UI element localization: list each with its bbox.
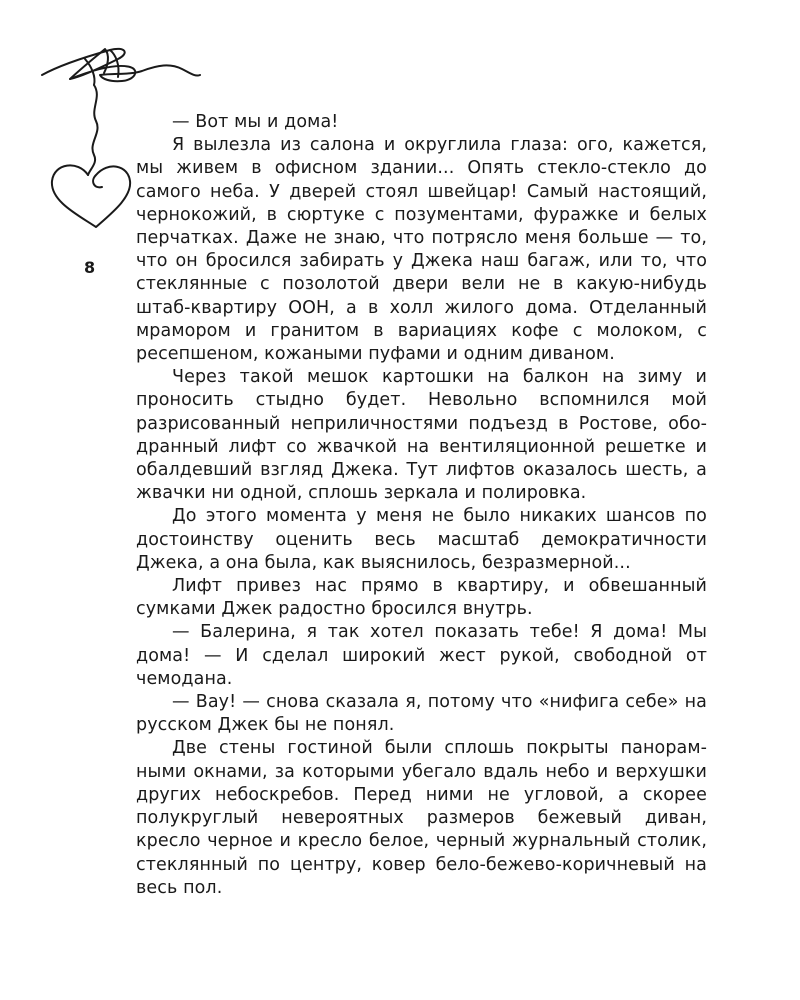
paragraph: Две стены гостиной были сплошь покрыты панорамными окнами, за которыми убегало вдаль небо и верхушки других небоскребов. Перед ними не угловой, а скорее полукруглый невероятных размеров бежевый диван, кресло черное и кресло белое, черный журнальный столик, стеклянный по центру, ковер бело-бежево-коричневый на весь пол.	[136, 738, 707, 898]
paragraph: — Вот мы и дома!	[172, 112, 339, 132]
paragraph: Через такой мешок картошки на балкон на зиму и проносить стыдно будет. Невольно вспомнился мой разрисованный неприличностями подъезд в Ростове, ободранный лифт со жвачкой на вентиляционной решетке и обалдевший взгляд Джека. Тут лифтов оказалось шесть, а жвачки ни одной, сплошь зеркала и полировка.	[136, 367, 707, 504]
paragraph: До этого момента у меня не было никаких шансов по достоинству оценить весь масштаб демократичности Джека, а она была, как выяснилось, безразмерной...	[136, 506, 707, 573]
paragraph: Я вылезла из салона и округлила глаза: ого, кажется, мы живем в офисном здании... Опять стекло-стекло до самого неба. У дверей стоял швейцар! Самый настоящий, чернокожий, в сюртуке с позументами, фуражке и белых перчатках. Даже не знаю, что потрясло меня больше — то, что он бросился забирать у Джека наш багаж, или то, что стеклянные с позолотой двери вели не в какую-нибудь штаб-квартиру ООН, а в холл жилого дома. Отделанный мрамором и гранитом в вариациях кофе с молоком, с ресепшеном, кожаными пуфами и одним диваном.	[136, 135, 707, 365]
paragraph: — Вау! — снова сказала я, потому что «нифига себе» на русском Джек бы не понял.	[136, 692, 707, 736]
body-text	[136, 111, 707, 900]
paragraph: Лифт привез нас прямо в квартиру, и обвешанный сумками Джек радостно бросился внутрь.	[136, 576, 707, 620]
page-number: 8	[84, 258, 96, 277]
paragraph: — Балерина, я так хотел показать тебе! Я дома! Мы дома! — И сделал широкий жест рукой, свободной от чемодана.	[136, 622, 707, 689]
